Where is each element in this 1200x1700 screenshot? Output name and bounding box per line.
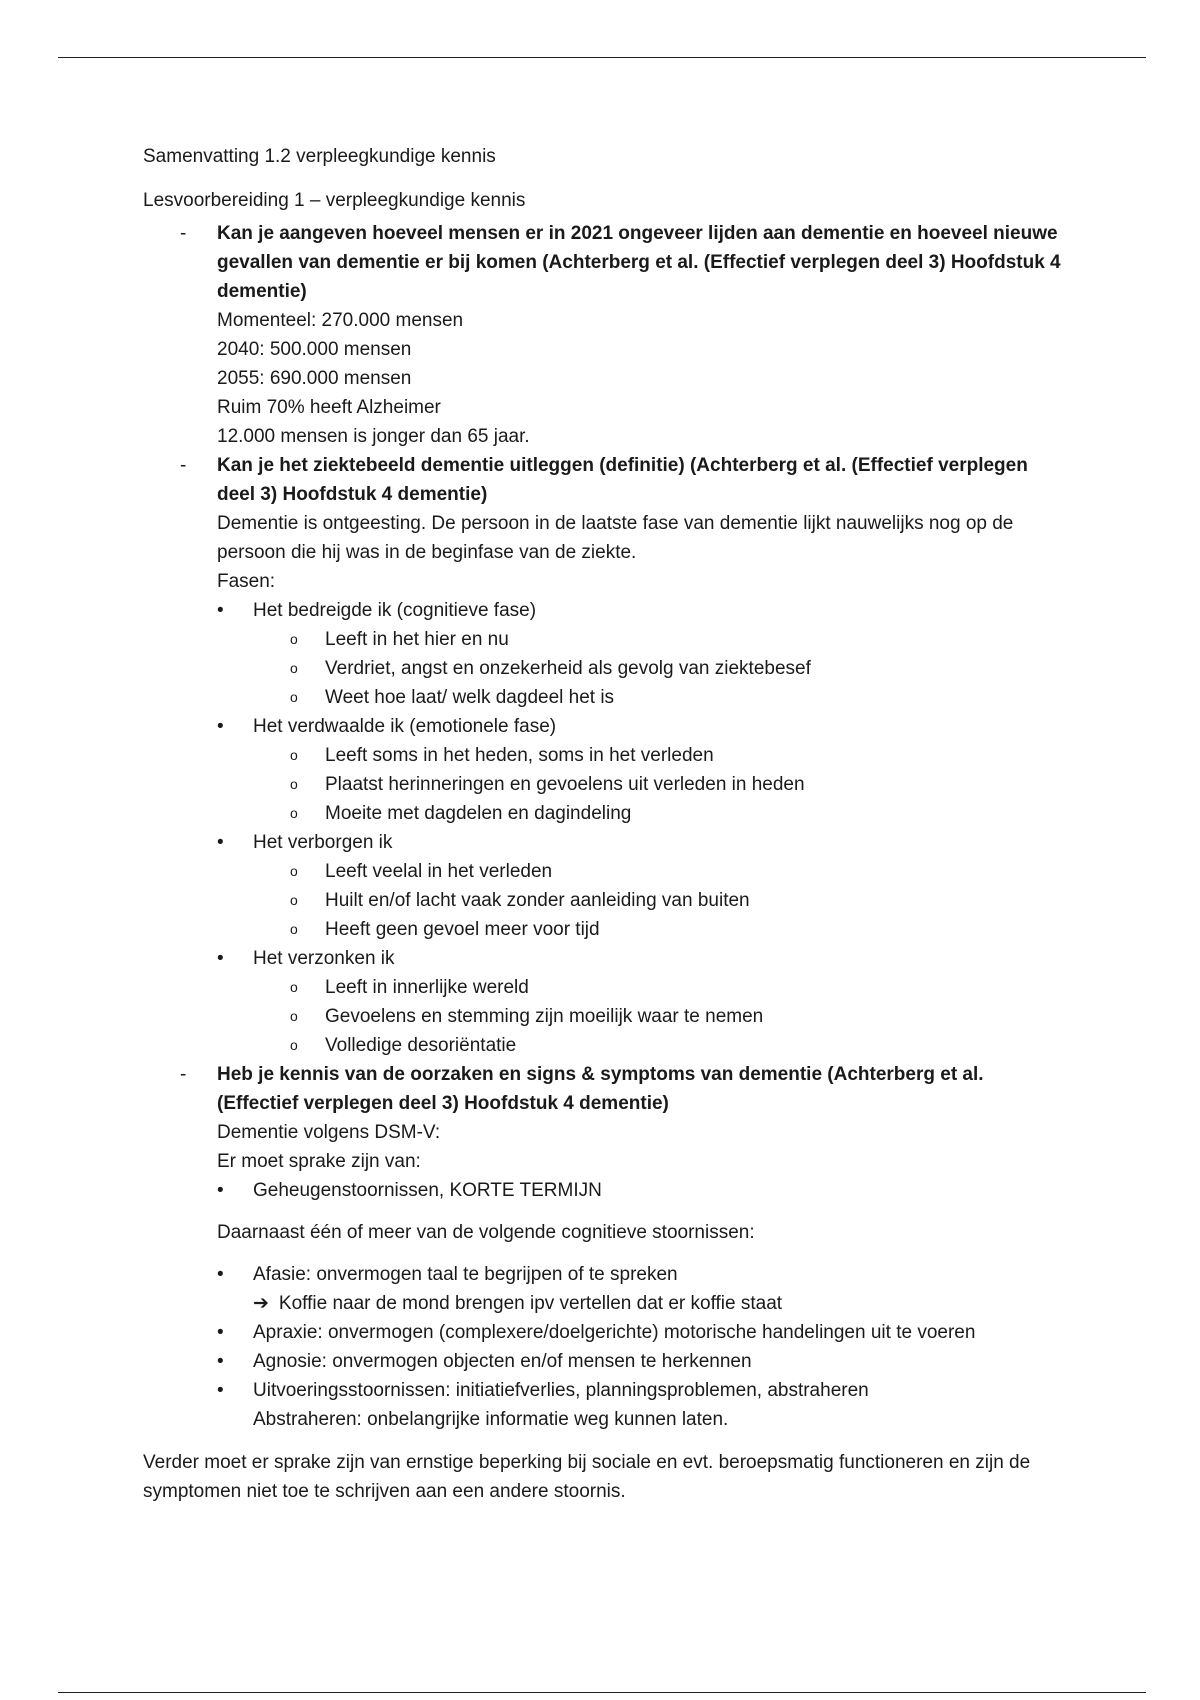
phase-detail-text: Volledige desoriëntatie <box>325 1035 517 1056</box>
circle-marker: o <box>290 805 298 821</box>
phase-detail <box>217 770 1063 799</box>
dash-marker: - <box>180 223 187 244</box>
phase-detail <box>217 683 1063 712</box>
answer-line: Ruim 70% heeft Alzheimer <box>217 397 441 418</box>
circle-marker: o <box>290 631 298 647</box>
phases-label: Fasen: <box>217 571 276 592</box>
question-1-text: Kan je aangeven hoeveel mensen er in 2021 ongeveer lijden aan dementie en hoeveel nieuwe gevallen van dementie er bij komen (Achterberg et al. (Effectief verplegen deel 3) Hoofdstuk 4 dementie) <box>217 223 1061 302</box>
phase-detail <box>217 857 1063 886</box>
criterion-text: Apraxie: onvermogen (complexere/doelgerichte) motorische handelingen uit te voeren <box>253 1322 976 1343</box>
bullet-marker: • <box>217 1380 224 1401</box>
example-text: Koffie naar de mond brengen ipv vertellen dat er koffie staat <box>278 1293 783 1314</box>
circle-marker: o <box>290 747 298 763</box>
phase-detail <box>217 741 1063 770</box>
answer-line: Momenteel: 270.000 mensen <box>217 310 464 331</box>
phase-item <box>217 712 1063 741</box>
bullet-marker: • <box>217 948 224 969</box>
phase-detail-text: Verdriet, angst en onzekerheid als gevolg van ziektebesef <box>325 658 811 679</box>
question-3-text: Heb je kennis van de oorzaken en signs & symptoms van dementie (Achterberg et al. (Effectief verplegen deel 3) Hoofdstuk 4 dementie) <box>217 1064 984 1114</box>
phase-name: Het verdwaalde ik (emotionele fase) <box>253 716 557 737</box>
circle-marker: o <box>290 863 298 879</box>
criterion-item <box>217 1176 1063 1205</box>
closing-paragraph: Verder moet er sprake zijn van ernstige beperking bij sociale en evt. beroepsmatig functioneren en zijn de symptomen niet toe te schrijven aan een andere stoornis. <box>143 1452 1031 1502</box>
circle-marker: o <box>290 689 298 705</box>
document-title: Samenvatting 1.2 verpleegkundige kennis <box>143 146 496 167</box>
dsm-label: Dementie volgens DSM-V: <box>217 1122 441 1143</box>
footer-rule <box>58 1692 1146 1693</box>
circle-marker: o <box>290 660 298 676</box>
phase-item <box>217 944 1063 973</box>
phase-detail-text: Leeft soms in het heden, soms in het verleden <box>325 745 714 766</box>
spacer <box>217 1247 1063 1260</box>
phase-detail-text: Gevoelens en stemming zijn moeilijk waar te nemen <box>325 1006 764 1027</box>
criterion-item <box>217 1260 1063 1289</box>
additional-label: Daarnaast één of meer van de volgende cognitieve stoornissen: <box>217 1222 755 1243</box>
phase-detail-text: Leeft in het hier en nu <box>325 629 509 650</box>
bullet-marker: • <box>217 832 224 853</box>
bullet-marker: • <box>217 1322 224 1343</box>
phase-name: Het bedreigde ik (cognitieve fase) <box>253 600 537 621</box>
answer-line: 12.000 mensen is jonger dan 65 jaar. <box>217 426 530 447</box>
document-subtitle: Lesvoorbereiding 1 – verpleegkundige kennis <box>143 190 526 211</box>
criterion-note <box>217 1405 1063 1434</box>
phase-name: Het verborgen ik <box>253 832 393 853</box>
phase-detail-text: Moeite met dagdelen en dagindeling <box>325 803 632 824</box>
requirement-label: Er moet sprake zijn van: <box>217 1151 421 1172</box>
question-3 <box>143 1060 1063 1434</box>
criterion-text: Afasie: onvermogen taal te begrijpen of te spreken <box>253 1264 678 1285</box>
question-2 <box>143 451 1063 1060</box>
criterion-text: Uitvoeringsstoornissen: initiatiefverlies, planningsproblemen, abstraheren <box>253 1380 869 1401</box>
phase-detail <box>217 625 1063 654</box>
phase-detail <box>217 973 1063 1002</box>
phase-detail <box>217 886 1063 915</box>
phase-detail <box>217 799 1063 828</box>
phase-detail <box>217 1002 1063 1031</box>
phase-name: Het verzonken ik <box>253 948 395 969</box>
circle-marker: o <box>290 979 298 995</box>
question-2-text: Kan je het ziektebeeld dementie uitleggen (definitie) (Achterberg et al. (Effectief verplegen deel 3) Hoofdstuk 4 dementie) <box>217 455 1028 505</box>
arrow-right-icon: ➔ <box>253 1293 269 1314</box>
circle-marker: o <box>290 892 298 908</box>
criterion-text: Agnosie: onvermogen objecten en/of mensen te herkennen <box>253 1351 752 1372</box>
circle-marker: o <box>290 921 298 937</box>
phase-detail-text: Heeft geen gevoel meer voor tijd <box>325 919 600 940</box>
criterion-text: Geheugenstoornissen, KORTE TERMIJN <box>253 1180 602 1201</box>
criterion-item <box>217 1347 1063 1376</box>
header-rule <box>58 57 1146 58</box>
definition-text: Dementie is ontgeesting. De persoon in de laatste fase van dementie lijkt nauwelijks nog op de persoon die hij was in de beginfase van de ziekte. <box>217 513 1014 563</box>
criterion-note-text: Abstraheren: onbelangrijke informatie weg kunnen laten. <box>253 1409 729 1430</box>
dash-marker: - <box>180 455 187 476</box>
phase-item <box>217 828 1063 857</box>
criterion-item <box>217 1318 1063 1347</box>
circle-marker: o <box>290 776 298 792</box>
phase-detail <box>217 1031 1063 1060</box>
answer-line: 2055: 690.000 mensen <box>217 368 412 389</box>
phase-detail-text: Weet hoe laat/ welk dagdeel het is <box>325 687 615 708</box>
answer-line: 2040: 500.000 mensen <box>217 339 412 360</box>
phase-detail <box>217 654 1063 683</box>
bullet-marker: • <box>217 1351 224 1372</box>
phase-detail-text: Plaatst herinneringen en gevoelens uit verleden in heden <box>325 774 805 795</box>
phase-detail <box>217 915 1063 944</box>
question-1 <box>143 219 1063 451</box>
bullet-marker: • <box>217 1264 224 1285</box>
phase-item <box>217 596 1063 625</box>
bullet-marker: • <box>217 716 224 737</box>
document-page <box>143 142 1063 1506</box>
dash-marker: - <box>180 1064 187 1085</box>
phase-detail-text: Leeft in innerlijke wereld <box>325 977 529 998</box>
circle-marker: o <box>290 1008 298 1024</box>
bullet-marker: • <box>217 1180 224 1201</box>
example-line <box>217 1289 1063 1318</box>
spacer <box>217 1205 1063 1218</box>
phase-detail-text: Leeft veelal in het verleden <box>325 861 553 882</box>
phase-detail-text: Huilt en/of lacht vaak zonder aanleiding van buiten <box>325 890 750 911</box>
criterion-item <box>217 1376 1063 1405</box>
bullet-marker: • <box>217 600 224 621</box>
circle-marker: o <box>290 1037 298 1053</box>
